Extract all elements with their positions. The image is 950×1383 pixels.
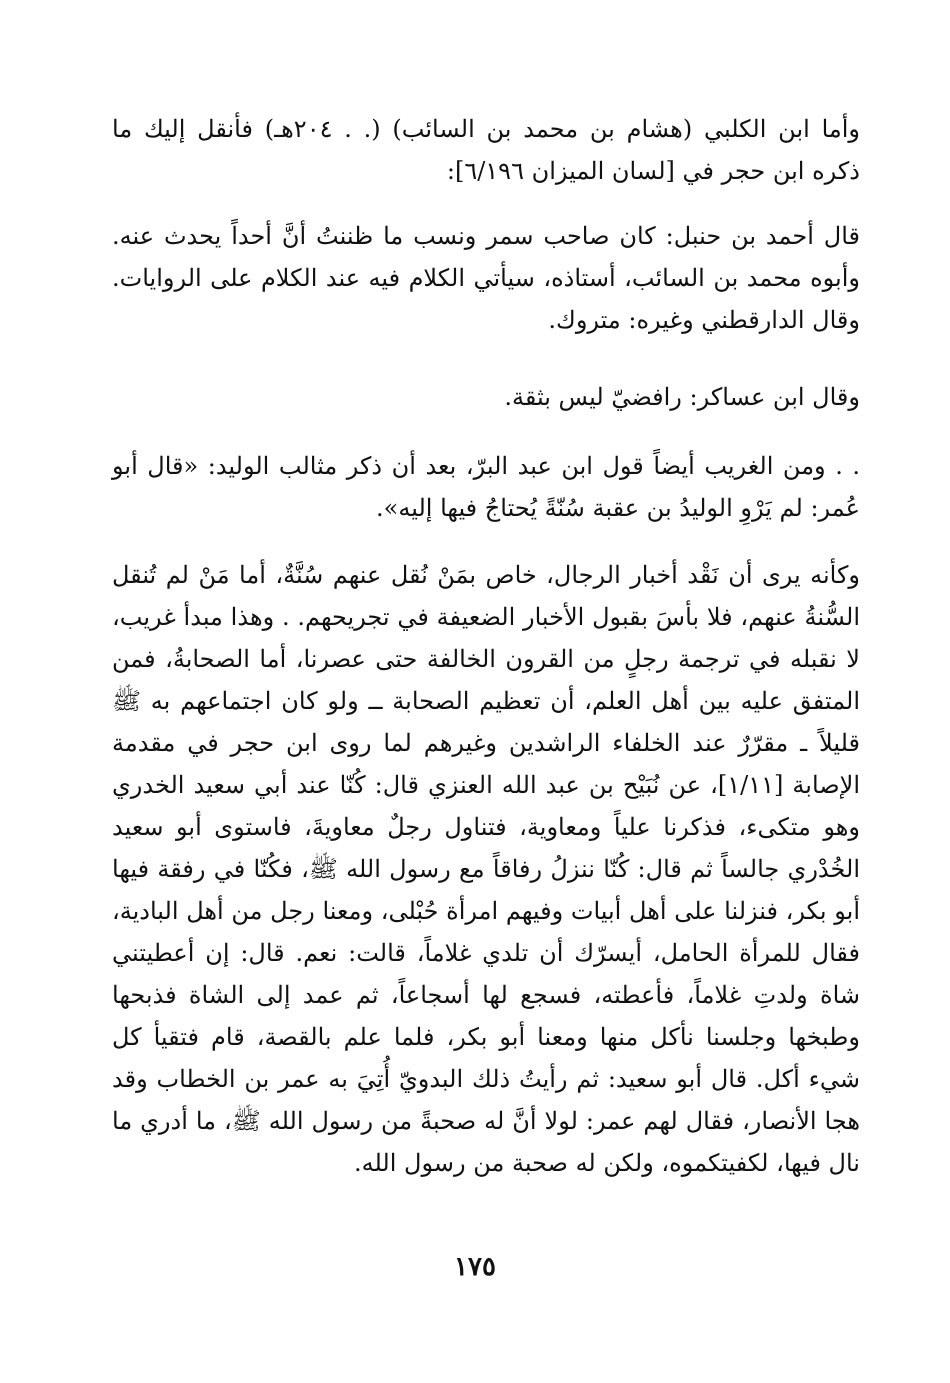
paragraph-text: وقال ابن عساكر: رافضيّ ليس بثقة. xyxy=(504,383,860,411)
paragraph-text: وأما ابن الكلبي (هشام بن محمد بن السائب) (. . ٢٠٤هـ) فأنقل إليك ما ذكره ابن حجر في [لسان الميزان ٦/١٩٦]: xyxy=(112,115,860,185)
paragraph-abd-albarr xyxy=(112,445,860,529)
paragraph-main-discussion xyxy=(112,554,860,1184)
paragraph-text: وكأنه يرى أن نَقْد أخبار الرجال، خاص بمَنْ نُقل عنهم سُنَّةٌ، أما مَنْ لم تُنقل السُّنةُ عنهم، فلا بأسَ بقبول الأخبار الضعيفة في تجريحهم. . وهذا مبدأ غريب، لا نقبله في ترجمة رجلٍ من القرون الخالفة حتى عصرنا، أما الصحابةُ، فمن المتفق عليه بين أهل العلم، أن تعظيم الصحابة ــ ولو كان اجتماعهم به ﷺ قليلاً ـ مقرّرٌ عند الخلفاء الراشدين وغيرهم لما روى ابن حجر في مقدمة الإصابة [١/١١]، عن نُبَيْح بن عبد الله العنزي قال: كُنّا عند أبي سعيد الخدري وهو متكىء، فذكرنا علياً ومعاوية، فتناول رجلٌ معاويةَ، فاستوى أبو سعيد الخُدْري جالساً ثم قال: كُنّا ننزلُ رفاقاً مع رسول الله ﷺ، فكُنّا في رفقة فيها أبو بكر، فنزلنا على أهل أبيات وفيهم امرأة حُبْلى، ومعنا رجل من أهل البادية، فقال للمرأة الحامل، أيسرّك أن تلدي غلاماً، قالت: نعم. قال: إن أعطيتني شاة ولدتِ غلاماً، فأعطته، فسجع لها أسجاعاً، ثم عمد إلى الشاة فذبحها وطبخها وجلسنا نأكل منها ومعنا أبو بكر، فلما علم بالقصة، قام فتقيأ كل شيء أكل. قال أبو سعيد: ثم رأيتُ ذلك البدويّ أُتِيَ به عمر بن الخطاب وقد هجا الأنصار، فقال لهم عمر: لولا أنَّ له صحبةً من رسول الله ﷺ، ما أدري ما نال فيها، لكفيتكموه، ولكن له صحبة من رسول الله. xyxy=(112,561,861,1177)
page-number: ١٧٥ xyxy=(454,1252,496,1282)
paragraph-asakir-quote xyxy=(112,376,860,418)
paragraph-kalbi-intro xyxy=(112,108,860,192)
paragraph-ahmad-quote xyxy=(112,215,860,341)
paragraph-text: قال أحمد بن حنبل: كان صاحب سمر ونسب ما ظننتُ أنَّ أحداً يحدث عنه. وأبوه محمد بن السائب، أستاذه، سيأتي الكلام فيه عند الكلام على الروايات. وقال الدارقطني وغيره: متروك. xyxy=(112,222,861,334)
paragraph-text: . . ومن الغريب أيضاً قول ابن عبد البرّ، بعد أن ذكر مثالب الوليد: «قال أبو عُمر: لم يَرْوِ الوليدُ بن عقبة سُنّةً يُحتاجُ فيها إليه». xyxy=(112,452,860,522)
